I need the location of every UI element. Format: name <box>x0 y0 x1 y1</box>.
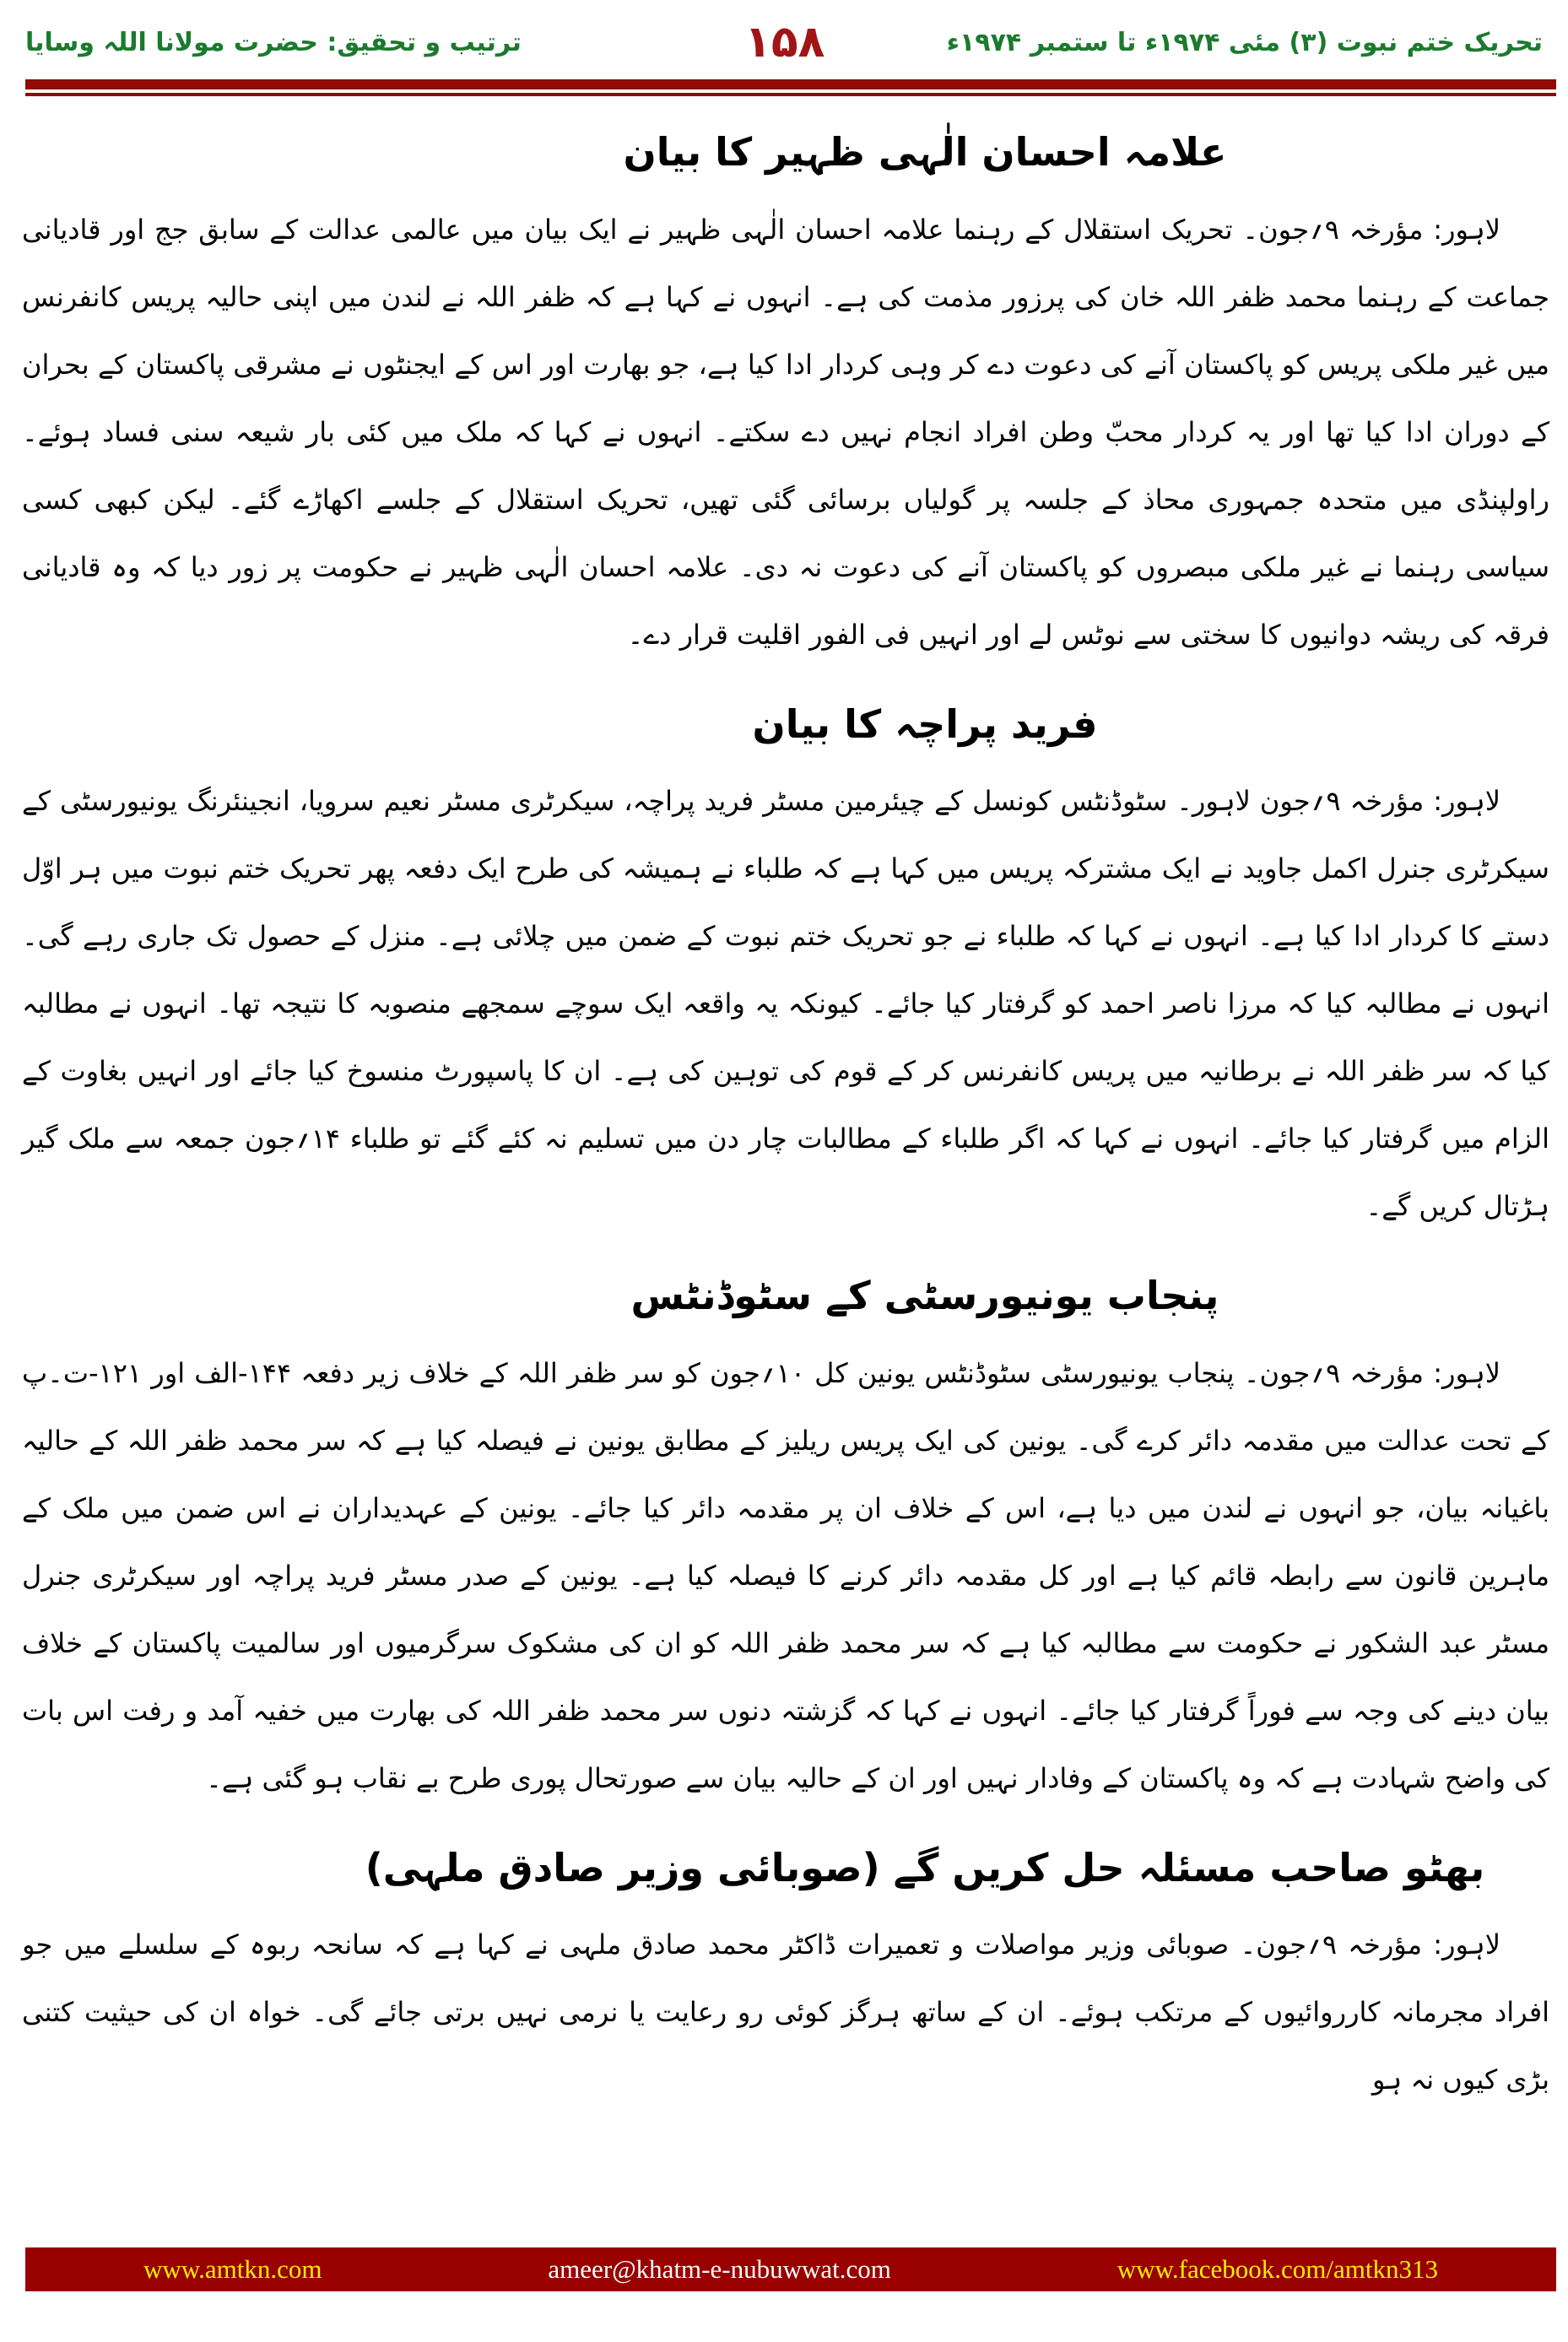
section-body-ehsan-elahi-zaheer: لاہور: مؤرخہ ۹؍جون۔ تحریک استقلال کے رہنما علامہ احسان الٰہی ظہیر نے ایک بیان میں عالمی عدالت کے سابق جج اور قادیانی جماعت کے رہنما محمد ظفر اللہ خان کی پرزور مذمت کی ہے۔ انہوں نے کہا ہے کہ ظفر اللہ نے لندن میں اپنی حالیہ پریس کانفرنس میں غیر ملکی پریس کو پاکستان آنے کی دعوت دے کر وہی کردار ادا کیا ہے، جو بھارت اور اس کے ایجنٹوں نے مشرقی پاکستان کے بحران کے دوران ادا کیا تھا اور یہ کردار محبّ وطن افراد انجام نہیں دے سکتے۔ انہوں نے کہا کہ ملک میں کئی بار شیعہ سنی فساد ہوئے۔ راولپنڈی میں متحدہ جمہوری محاذ کے جلسہ پر گولیاں برسائی گئی تھیں، تحریک استقلال کے جلسے اکھاڑے گئے۔ لیکن کبھی کسی سیاسی رہنما نے غیر ملکی مبصروں کو پاکستان آنے کی دعوت نہ دی۔ علامہ احسان الٰہی ظہیر نے حکومت پر زور دیا کہ وہ قادیانی فرقہ کی ریشہ دوانیوں کا سختی سے نوٹس لے اور انہیں فی الفور اقلیت قرار دے۔ <box>22 213 1550 651</box>
section-heading-punjab-university-students: پنجاب یونیورسٹی کے سٹوڈنٹس <box>630 1273 1219 1319</box>
page-number: ۱۵۸ <box>744 17 825 68</box>
section-heading-bhutto-sadiq-malhi: بھٹو صاحب مسئلہ حل کریں گے (صوبائی وزیر صادق ملہی) <box>365 1844 1485 1890</box>
website-link[interactable]: www.amtkn.com <box>143 2254 322 2284</box>
email-link[interactable]: ameer@khatm-e-nubuwwat.com <box>548 2254 891 2284</box>
facebook-link[interactable]: www.facebook.com/amtkn313 <box>1117 2254 1438 2284</box>
header-divider-rule <box>25 79 1556 96</box>
section-body-punjab-university-students: لاہور: مؤرخہ ۹؍جون۔ پنجاب یونیورسٹی سٹوڈنٹس یونین کل ۱۰؍جون کو سر ظفر اللہ کے خلاف زیر دفعہ ۱۴۴-الف اور ۱۲۱-ت۔پ کے تحت عدالت میں مقدمہ دائر کرے گی۔ یونین کی ایک پریس ریلیز کے مطابق یونین نے فیصلہ کیا ہے کہ سر محمد ظفر اللہ کے حالیہ باغیانہ بیان، جو انہوں نے لندن میں دیا ہے، اس کے خلاف ان پر مقدمہ دائر کیا جائے۔ یونین کے عہدیداران نے اس ضمن میں ملک کے ماہرین قانون سے رابطہ قائم کیا ہے اور کل مقدمہ دائر کرنے کا فیصلہ کیا ہے۔ یونین کے صدر مسٹر فرید پراچہ اور سیکرٹری جنرل مسٹر عبد الشکور نے حکومت سے مطالبہ کیا ہے کہ سر محمد ظفر اللہ کو ان کی مشکوک سرگرمیوں اور سالمیت پاکستان کے خلاف بیان دینے کی وجہ سے فوراً گرفتار کیا جائے۔ انہوں نے کہا کہ گزشتہ دنوں سر محمد ظفر اللہ کی بھارت میں خفیہ آمد و رفت اس بات کی واضح شہادت ہے کہ وہ پاکستان کے وفادار نہیں اور ان کے حالیہ بیان سے صورتحال پوری طرح بے نقاب ہو گئی ہے۔ <box>22 1356 1550 1794</box>
page-content <box>0 122 1568 2113</box>
section-heading-ehsan-elahi-zaheer: علامہ احسان الٰہی ظہیر کا بیان <box>623 129 1227 175</box>
book-title: تحریک ختم نبوت (۳) مئی ۱۹۷۴ء تا ستمبر ۱۹۷۴ء <box>946 27 1543 57</box>
section-body-bhutto-sadiq-malhi: لاہور: مؤرخہ ۹؍جون۔ صوبائی وزیر مواصلات و تعمیرات ڈاکٹر محمد صادق ملہی نے کہا ہے کہ سانحہ ربوہ کے سلسلے میں جو افراد مجرمانہ کارروائیوں کے مرتکب ہوئے۔ ان کے ساتھ ہرگز کوئی رو رعایت یا نرمی نہیں برتی جائے گی۔ خواہ ان کی حیثیت کتنی بڑی کیوں نہ ہو <box>22 1928 1549 2096</box>
section-body-farid-paracha: لاہور: مؤرخہ ۹؍جون لاہور۔ سٹوڈنٹس کونسل کے چیئرمین مسٹر فرید پراچہ، سیکرٹری مسٹر نعیم سرویا، انجینئرنگ یونیورسٹی کے سیکرٹری جنرل اکمل جاوید نے ایک مشترکہ پریس میں کہا ہے کہ طلباء نے ہمیشہ کی طرح ایک دفعہ پھر تحریک ختم نبوت میں ہر اوّل دستے کا کردار ادا کیا ہے۔ انہوں نے کہا کہ طلباء نے جو تحریک ختم نبوت کے ضمن میں چلائی ہے۔ منزل کے حصول تک جاری رہے گی۔ انہوں نے مطالبہ کیا کہ مرزا ناصر احمد کو گرفتار کیا جائے۔ کیونکہ یہ واقعہ ایک سوچے سمجھے منصوبہ کا نتیجہ تھا۔ انہوں نے مطالبہ کیا کہ سر ظفر اللہ نے برطانیہ میں پریس کانفرنس کر کے قوم کی توہین کی ہے۔ ان کا پاسپورٹ منسوخ کیا جائے اور انہیں بغاوت کے الزام میں گرفتار کیا جائے۔ انہوں نے کہا کہ اگر طلباء کے مطالبات چار دن میں تسلیم نہ کئے گئے تو طلباء ۱۴؍جون جمعہ سے ملک گیر ہڑتال کریں گے۔ <box>22 785 1550 1223</box>
footer-links-bar <box>25 2247 1556 2291</box>
compiler-credit: ترتیب و تحقیق: حضرت مولانا اللہ وسایا <box>25 27 522 57</box>
section-heading-farid-paracha: فرید پراچہ کا بیان <box>752 700 1098 747</box>
divider-thick-line <box>25 79 1556 89</box>
divider-thin-line <box>25 93 1556 96</box>
page-header <box>0 0 1568 68</box>
